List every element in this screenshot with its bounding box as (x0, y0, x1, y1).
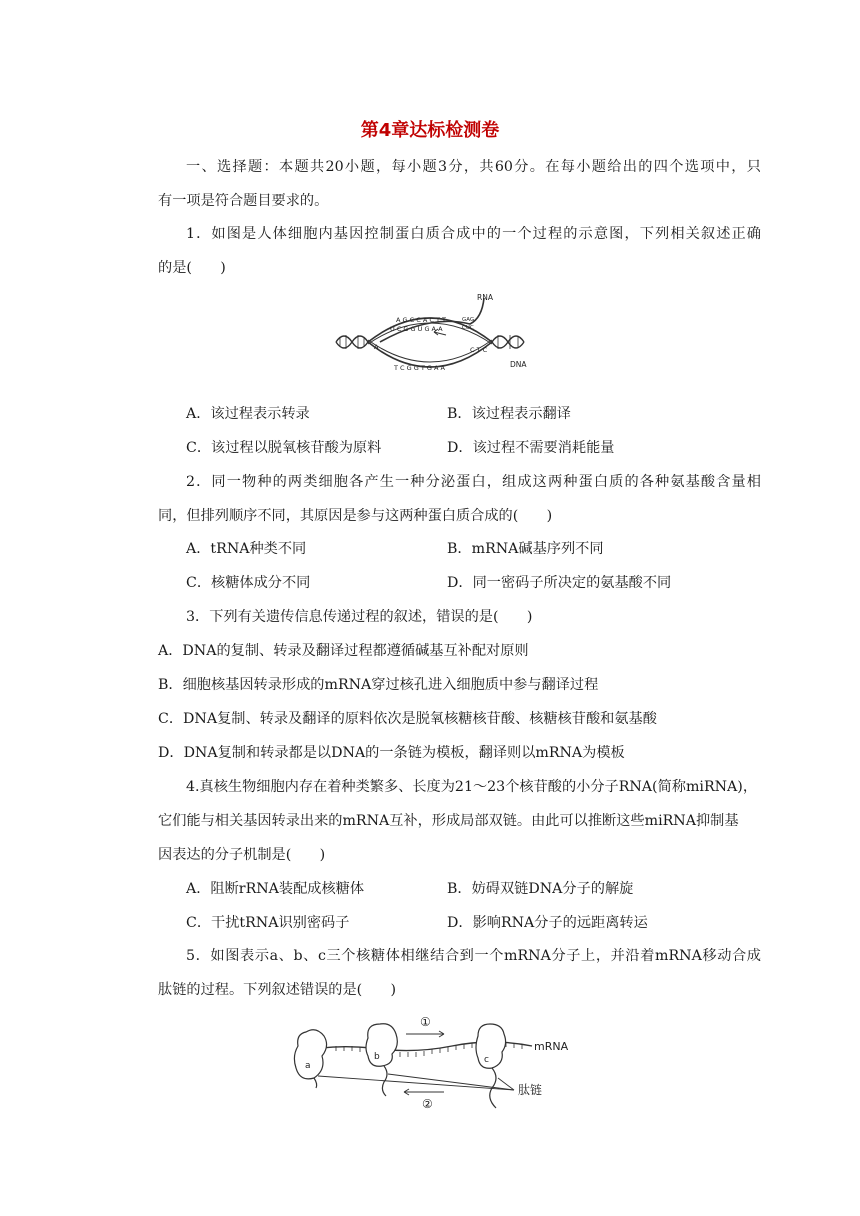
q2-stem-line1: 2．同一物种的两类细胞各产生一种分泌蛋白，组成这两种蛋白质的各种氨基酸含量相 (186, 474, 761, 490)
q4-stem-line3: 因表达的分子机制是( ) (158, 847, 326, 863)
ribosome-b-label: b (374, 1052, 380, 1062)
section-instructions-line2: 有一项是符合题目要求的。 (158, 193, 329, 209)
q2-option-d: D．同一密码子所决定的氨基酸不同 (447, 575, 672, 591)
seq-gag: GAG (462, 317, 475, 323)
seq-top2: U C G G U G A A (390, 325, 443, 333)
mrna-label: mRNA (534, 1040, 569, 1053)
q4-stem-line1: 4.真核生物细胞内存在着种类繁多、长度为21～23个核苷酸的小分子RNA(简称miRNA)， (186, 779, 758, 795)
q2-stem-line2: 同，但排列顺序不同，其原因是参与这两种蛋白质合成的( ) (158, 508, 553, 524)
q1-stem-line1: 1．如图是人体细胞内基因控制蛋白质合成中的一个过程的示意图，下列相关叙述正确 (186, 226, 761, 242)
q3-option-b: B．细胞核基因转录形成的mRNA穿过核孔进入细胞质中参与翻译过程 (158, 677, 599, 693)
ribosome-c-label: c (484, 1055, 489, 1065)
q3-stem-line1: 3．下列有关遗传信息传递过程的叙述，错误的是( ) (186, 609, 533, 625)
seq-ctc: C T C (470, 346, 488, 354)
q1-option-b: B．该过程表示翻译 (447, 406, 571, 422)
q3-option-a: A．DNA的复制、转录及翻译过程都遵循碱基互补配对原则 (158, 643, 529, 659)
dna-transcription-figure (334, 292, 530, 384)
seq-top1: A G C C A C T T (396, 316, 446, 324)
q4-option-c: C．干扰tRNA识别密码子 (186, 915, 350, 931)
q1-option-d: D．该过程不需要消耗能量 (447, 440, 615, 456)
q5-stem-line1: 5．如图表示a、b、c三个核糖体相继结合到一个mRNA分子上，并沿着mRNA移动合成 (186, 948, 761, 964)
q5-stem-line2: 肽链的过程。下列叙述错误的是( ) (158, 982, 397, 998)
ribosome-translation-figure (292, 1012, 582, 1112)
seq-bottom: T C G G T G A A (394, 364, 445, 372)
seq-left: A (374, 343, 379, 351)
arrow-1-label: ① (420, 1015, 431, 1029)
q4-option-d: D．影响RNA分子的远距离转运 (447, 915, 648, 931)
section-instructions-line1: 一、选择题：本题共20小题，每小题3分，共60分。在每小题给出的四个选项中，只 (186, 159, 761, 175)
arrow-2-label: ② (422, 1097, 433, 1111)
dna-label: DNA (510, 360, 527, 369)
q3-option-d: D．DNA复制和转录都是以DNA的一条链为模板，翻译则以mRNA为模板 (158, 745, 625, 761)
rna-label: RNA (477, 293, 493, 302)
q4-option-b: B．妨碍双链DNA分子的解旋 (447, 881, 634, 897)
q4-stem-line2: 它们能与相关基因转录出来的mRNA互补，形成局部双链。由此可以推断这些miRNA抑制基 (158, 813, 739, 829)
q4-option-a: A．阻断rRNA装配成核糖体 (186, 881, 365, 897)
q2-option-b: B．mRNA碱基序列不同 (447, 541, 604, 557)
page-title: 第4章达标检测卷 (360, 120, 500, 141)
q1-option-a: A．该过程表示转录 (186, 406, 310, 422)
q3-option-c: C．DNA复制、转录及翻译的原料依次是脱氧核糖核苷酸、核糖核苷酸和氨基酸 (158, 711, 657, 727)
ribosome-a-label: a (305, 1061, 311, 1071)
peptide-label: 肽链 (518, 1083, 543, 1097)
seq-cuc: CUC (462, 325, 474, 331)
q1-stem-line2: 的是( ) (158, 260, 226, 276)
q1-option-c: C．该过程以脱氧核苷酸为原料 (186, 440, 382, 456)
q2-option-c: C．核糖体成分不同 (186, 575, 311, 591)
q2-option-a: A．tRNA种类不同 (186, 541, 307, 557)
